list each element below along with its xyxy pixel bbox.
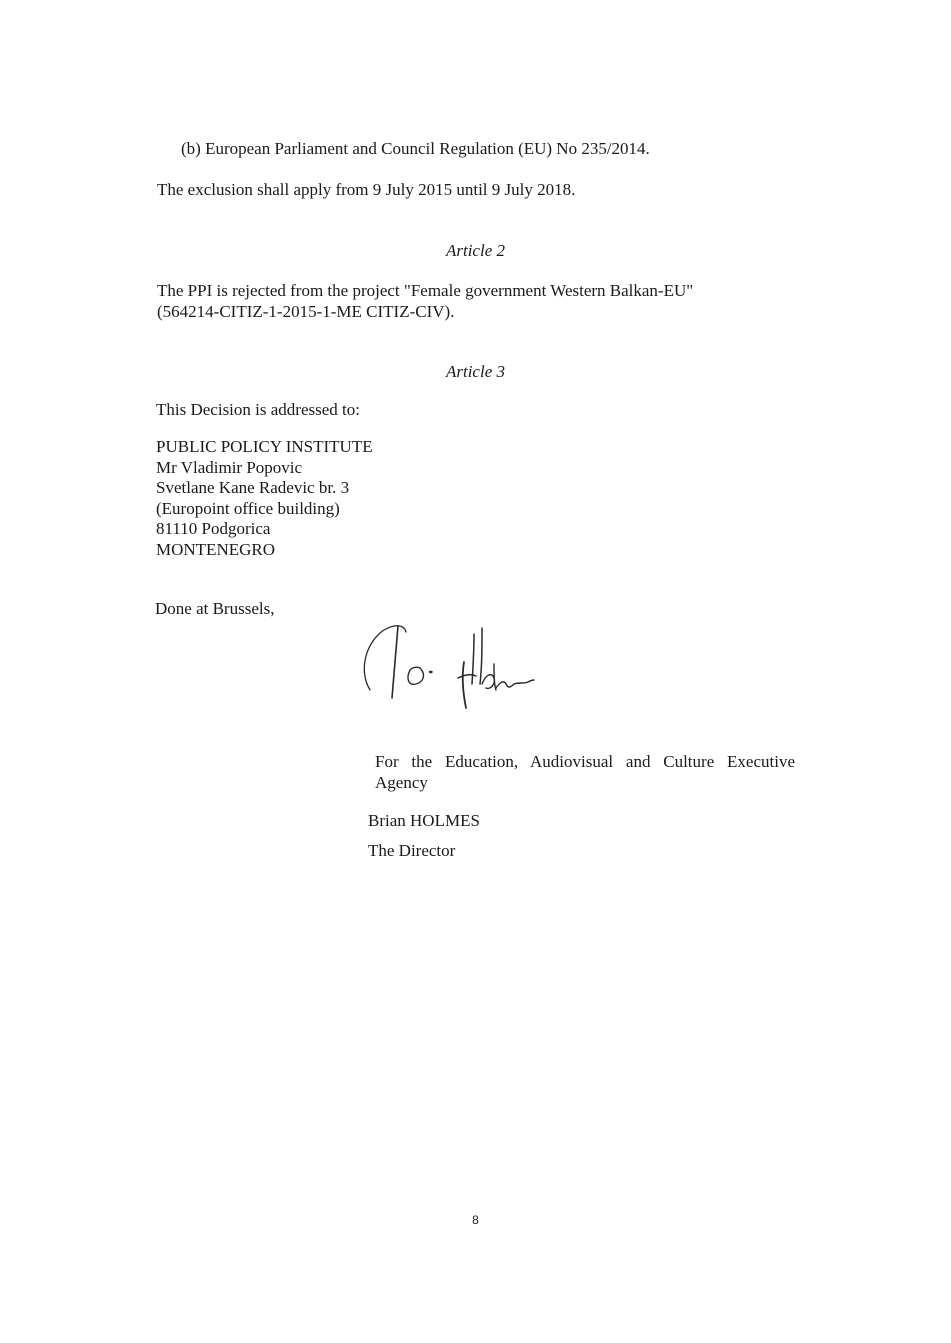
addressee-organisation: PUBLIC POLICY INSTITUTE xyxy=(156,437,373,456)
article-2-heading: Article 2 xyxy=(445,241,505,260)
addressee-person: Mr Vladimir Popovic xyxy=(156,457,303,477)
addressee-country: MONTENEGRO xyxy=(156,539,275,559)
addressee-city: 81110 Podgorica xyxy=(156,519,271,538)
article-2-text-line-2: (564214-CITIZ-1-2015-1-ME CITIZ-CIV). xyxy=(157,302,455,321)
signatory-agency: For the Education, Audiovisual and Culture Executive Agency xyxy=(375,752,795,792)
addressee-building: (Europoint office building) xyxy=(156,498,340,518)
signatory-name: Brian HOLMES xyxy=(368,811,480,830)
addressee-street: Svetlane Kane Radevic br. 3 xyxy=(156,478,350,497)
exclusion-sentence: The exclusion shall apply from 9 July 2015 until 9 July 2018. xyxy=(157,180,576,199)
article-3-heading: Article 3 xyxy=(445,362,505,381)
done-at-text: Done at Brussels, xyxy=(155,599,275,618)
handwritten-signature xyxy=(352,612,537,717)
signatory-title: The Director xyxy=(368,841,456,860)
page-number: 8 xyxy=(472,1213,479,1227)
regulation-item: (b) European Parliament and Council Regulation (EU) No 235/2014. xyxy=(181,139,650,158)
addressed-to-text: This Decision is addressed to: xyxy=(156,400,360,419)
article-2-text-line-1: The PPI is rejected from the project "Female government Western Balkan-EU" xyxy=(157,281,694,300)
addressee-block xyxy=(156,437,373,560)
